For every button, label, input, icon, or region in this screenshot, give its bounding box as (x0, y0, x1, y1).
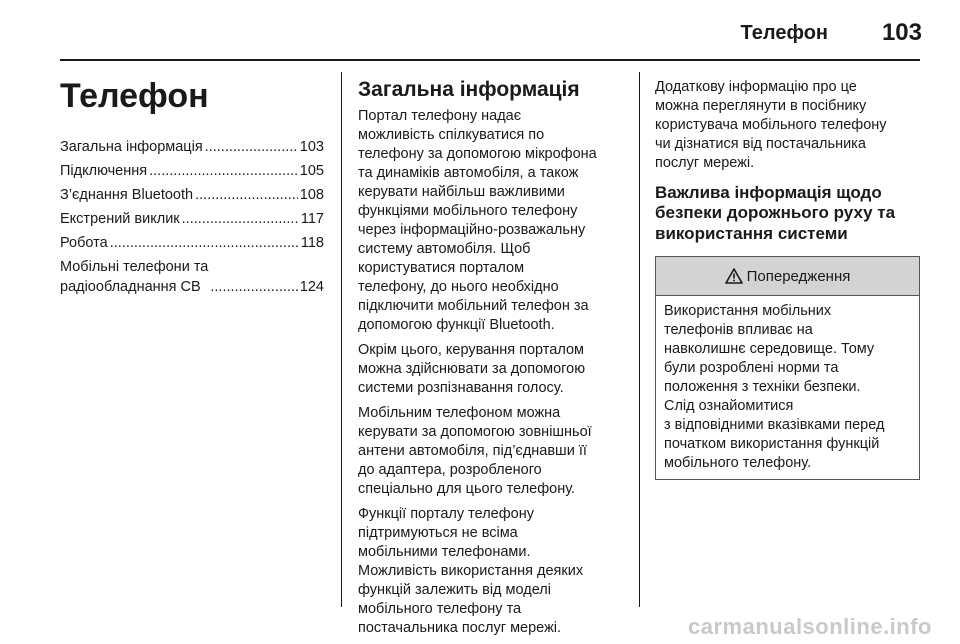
column-divider-2 (639, 72, 640, 607)
toc-item-page: 105 (299, 163, 324, 180)
chapter-column (60, 78, 324, 301)
toc-item-label: З’єднання Bluetooth (60, 187, 194, 204)
safety-column (655, 78, 920, 480)
toc-item-page: 124 (299, 279, 324, 296)
toc-leader (182, 209, 299, 229)
warning-header (656, 257, 919, 296)
toc-leader (210, 277, 297, 297)
column-divider-1 (341, 72, 342, 607)
warning-body (656, 296, 919, 479)
toc-leader (205, 137, 298, 157)
toc-item-page: 118 (300, 235, 324, 252)
toc-item-label: Робота (60, 235, 108, 252)
toc-item[interactable] (60, 137, 324, 157)
general-info-column (358, 78, 624, 644)
toc-leader (195, 185, 298, 205)
table-of-contents (60, 137, 324, 297)
toc-item-page: 103 (299, 139, 324, 156)
toc-item-page: 117 (300, 211, 324, 228)
watermark: carmanualsonline.info (688, 614, 932, 639)
toc-item[interactable] (60, 185, 324, 205)
body-paragraph: Мобільним телефоном можна керувати за допомогою зовнішньої антени автомобіля, під’єднавши її до адаптера, розробленого спеціально для цього телефону. (358, 405, 592, 498)
toc-leader (110, 233, 299, 253)
body-paragraph: Додаткову інформацію про це можна переглянути в посібнику користувача мобільного телефону чи дізнатися від постачальника послуг мережі. (655, 79, 887, 171)
toc-item[interactable] (60, 161, 324, 181)
toc-item[interactable] (60, 209, 324, 229)
safety-heading: Важлива інформація щодо безпеки дорожнього руху та використання системи (655, 183, 896, 243)
toc-leader (149, 161, 298, 181)
page-number: 103 (881, 19, 922, 46)
toc-item-label: Екстрений виклик (60, 211, 180, 228)
toc-item-label: Мобільні телефони та радіообладнання CB (60, 259, 209, 296)
body-paragraph: Портал телефону надає можливість спілкуватися по телефону за допомогою мікрофона та динаміків автомобіля, а також керувати найбільш важливими функціями мобільного телефону через інформаційно-розважальну систему автомобіля. Щоб користуватися порталом телефону, до нього необхідно підключити мобільний телефон за допомогою функції Bluetooth. (358, 108, 597, 334)
body-paragraph: Окрім цього, керування порталом можна здійснювати за допомогою системи розпізнавання голосу. (358, 342, 586, 397)
warning-triangle-icon (725, 268, 743, 284)
body-paragraph: Функції порталу телефону підтримуються не всіма мобільними телефонами. Можливість використання деяких функцій залежить від моделі мобільного телефону та постачальника послуг мережі. (358, 506, 584, 637)
toc-item-label: Загальна інформація (60, 139, 203, 156)
warning-text: Використання мобільних телефонів впливає на навколишнє середовище. Тому були розроблені норми та положення з техніки безпеки. Слід ознайомитися з відповідними вказівками перед початком використання функцій мобільного телефону. (664, 303, 885, 472)
toc-item-label: Підключення (60, 163, 148, 180)
section-heading: Загальна інформація (358, 78, 580, 101)
toc-item[interactable] (60, 257, 324, 297)
warning-title: Попередження (746, 267, 851, 285)
header-divider (60, 59, 920, 61)
chapter-title: Телефон (60, 77, 209, 115)
warning-box (655, 256, 920, 480)
running-header-title: Телефон (740, 22, 828, 44)
toc-item-page: 108 (299, 187, 324, 204)
toc-item[interactable] (60, 233, 324, 253)
